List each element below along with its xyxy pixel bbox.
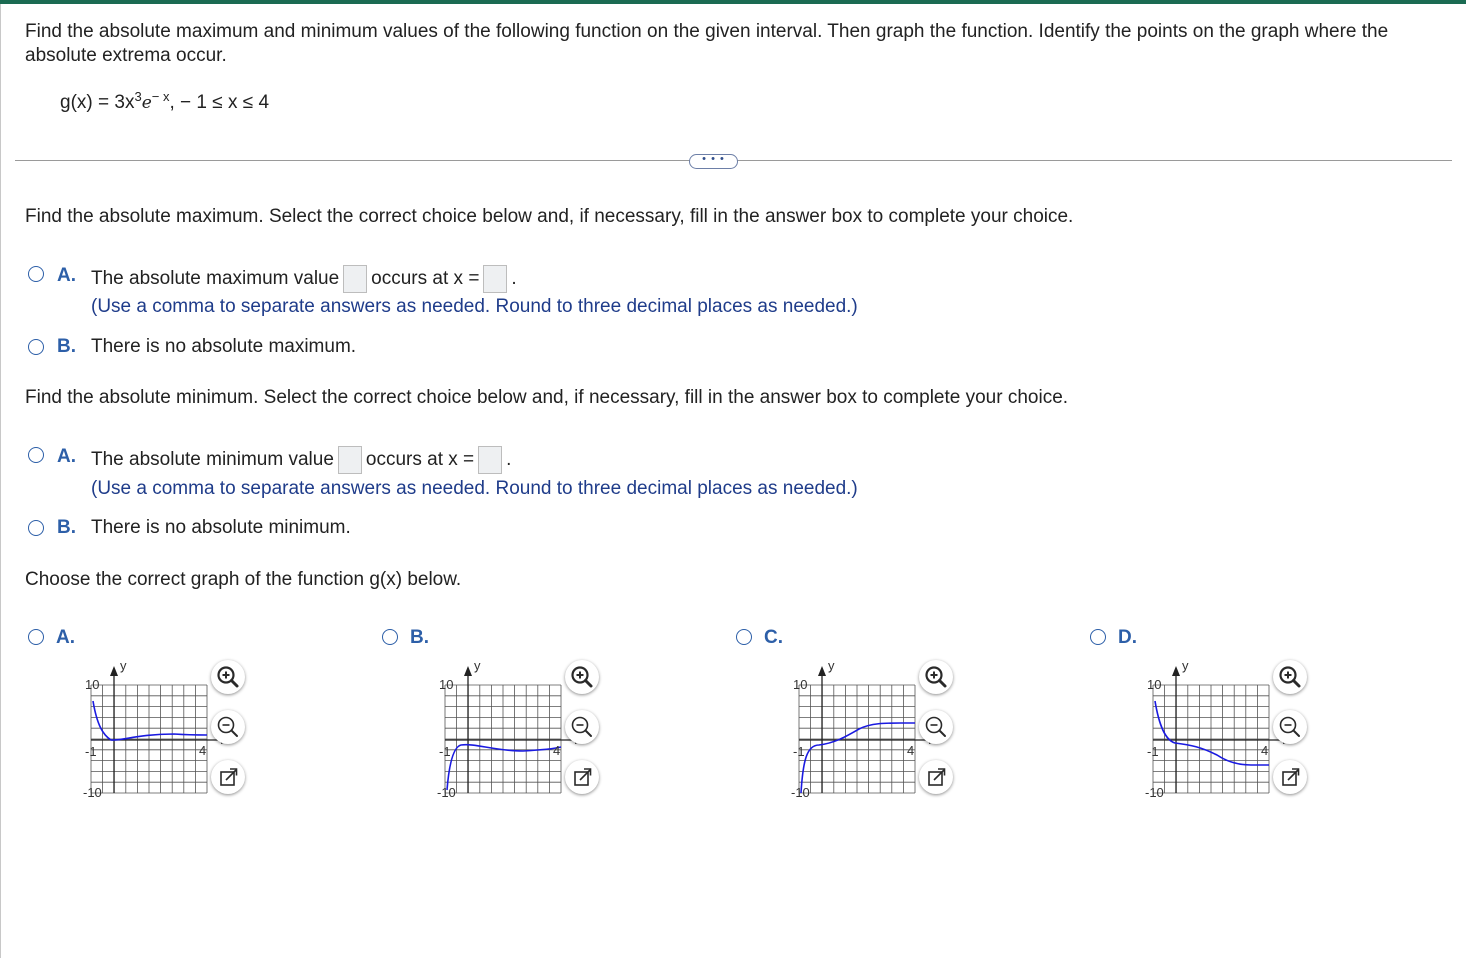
more-button[interactable]: • • • [689, 154, 738, 169]
graph-a-ylabel: y [120, 658, 127, 673]
max-choice-b-radio[interactable] [28, 339, 44, 355]
graph-d-ylabel: y [1182, 658, 1189, 673]
zoom-in-icon [565, 660, 599, 694]
graph-choice-b-radio[interactable] [382, 629, 398, 645]
graph-b-ybottom-tick: -10 [437, 785, 456, 800]
graph-c-zoom-in-button[interactable] [919, 660, 953, 694]
graph-choice-c-letter: C. [764, 627, 783, 648]
function-interval: , − 1 ≤ x ≤ 4 [169, 92, 270, 113]
function-e: e [141, 93, 152, 113]
graph-a-zoom-out-button[interactable] [211, 710, 245, 744]
graph-d-zoom-in-button[interactable] [1273, 660, 1307, 694]
graph-a-xright-tick: 4 [199, 743, 207, 758]
graph-d-xleft-tick: -1 [1147, 744, 1159, 759]
max-choice-a-text: The absolute maximum value [91, 268, 340, 289]
max-value-input[interactable] [343, 265, 367, 293]
graph-a[interactable] [55, 660, 225, 800]
graph-c[interactable] [763, 660, 933, 800]
max-choice-b-text: There is no absolute maximum. [91, 336, 357, 357]
top-accent-bar [0, 0, 1466, 4]
min-choice-a-letter: A. [57, 446, 76, 467]
min-x-input[interactable] [478, 446, 502, 474]
graph-c-ybottom-tick: -10 [791, 785, 810, 800]
graph-b-xright-tick: 4 [553, 743, 561, 758]
min-choice-a [91, 445, 511, 477]
graph-choice-d-letter: D. [1118, 627, 1137, 648]
graph-d-xright-tick: 4 [1261, 743, 1269, 758]
graph-b[interactable] [409, 660, 579, 800]
zoom-out-icon [565, 710, 599, 744]
max-choice-a-radio[interactable] [28, 266, 44, 282]
graph-c-popout-button[interactable] [919, 760, 953, 794]
graph-choice-c-radio[interactable] [736, 629, 752, 645]
graph-c-ylabel: y [828, 658, 835, 673]
function-exponent: 3 [134, 89, 142, 104]
max-choice-a-middle: occurs at x = [371, 268, 480, 289]
zoom-in-icon [919, 660, 953, 694]
graph-d[interactable] [1117, 660, 1287, 800]
graph-b-ytop-tick: 10 [439, 677, 454, 692]
question-instructions: Find the absolute maximum and minimum values of the following function on the given interval. Then graph the function. Identify the points on the graph where the absolute extrema occur. [25, 21, 1389, 66]
graph-choice-b-letter: B. [410, 627, 429, 648]
graph-c-xright-tick: 4 [907, 743, 915, 758]
min-choice-a-radio[interactable] [28, 447, 44, 463]
min-prompt: Find the absolute minimum. Select the correct choice below and, if necessary, fill in the answer box to complete your choice. [25, 387, 1069, 408]
graph-c-ytop-tick: 10 [793, 677, 808, 692]
min-choice-b-text: There is no absolute minimum. [91, 517, 351, 538]
graph-b-popout-button[interactable] [565, 760, 599, 794]
min-value-input[interactable] [338, 446, 362, 474]
graph-a-ybottom-tick: -10 [83, 785, 102, 800]
zoom-out-icon [1273, 710, 1307, 744]
graph-a-popout-button[interactable] [211, 760, 245, 794]
graph-a-ytop-tick: 10 [85, 677, 100, 692]
graph-b-ylabel: y [474, 658, 481, 673]
graph-a-zoom-in-button[interactable] [211, 660, 245, 694]
graph-d-popout-button[interactable] [1273, 760, 1307, 794]
graph-c-xleft-tick: -1 [793, 744, 805, 759]
function-exponent-negx: − x [151, 89, 170, 104]
graph-d-zoom-out-button[interactable] [1273, 710, 1307, 744]
min-choice-b-radio[interactable] [28, 520, 44, 536]
popout-icon [1273, 760, 1307, 794]
min-choice-b-letter: B. [57, 517, 76, 538]
min-choice-a-middle: occurs at x = [365, 449, 475, 470]
graph-c-zoom-out-button[interactable] [919, 710, 953, 744]
min-choice-a-hint: (Use a comma to separate answers as needed. Round to three decimal places as needed.) [91, 478, 858, 499]
zoom-out-icon [211, 710, 245, 744]
zoom-out-icon [919, 710, 953, 744]
graph-prompt: Choose the correct graph of the function g(x) below. [25, 569, 462, 590]
max-choice-a [91, 264, 517, 296]
max-prompt: Find the absolute maximum. Select the correct choice below and, if necessary, fill in the answer box to complete your choice. [25, 206, 1074, 227]
max-choice-b-letter: B. [57, 336, 76, 357]
function-expression [60, 89, 270, 114]
left-border [0, 4, 1, 958]
graph-a-xleft-tick: -1 [85, 744, 97, 759]
graph-choice-d-radio[interactable] [1090, 629, 1106, 645]
min-choice-a-text: The absolute minimum value [91, 449, 334, 470]
max-x-input[interactable] [483, 265, 507, 293]
graph-b-xleft-tick: -1 [439, 744, 451, 759]
function-lhs: g(x) = 3x [60, 92, 135, 113]
max-choice-a-hint: (Use a comma to separate answers as needed. Round to three decimal places as needed.) [91, 296, 858, 317]
zoom-in-icon [211, 660, 245, 694]
popout-icon [211, 760, 245, 794]
max-choice-a-end: . [511, 268, 517, 289]
graph-d-ybottom-tick: -10 [1145, 785, 1164, 800]
graph-choice-a-letter: A. [56, 627, 75, 648]
graph-d-ytop-tick: 10 [1147, 677, 1162, 692]
popout-icon [565, 760, 599, 794]
max-choice-a-letter: A. [57, 265, 76, 286]
min-choice-a-end: . [506, 449, 512, 470]
graph-b-zoom-out-button[interactable] [565, 710, 599, 744]
graph-b-zoom-in-button[interactable] [565, 660, 599, 694]
graph-choice-a-radio[interactable] [28, 629, 44, 645]
popout-icon [919, 760, 953, 794]
zoom-in-icon [1273, 660, 1307, 694]
